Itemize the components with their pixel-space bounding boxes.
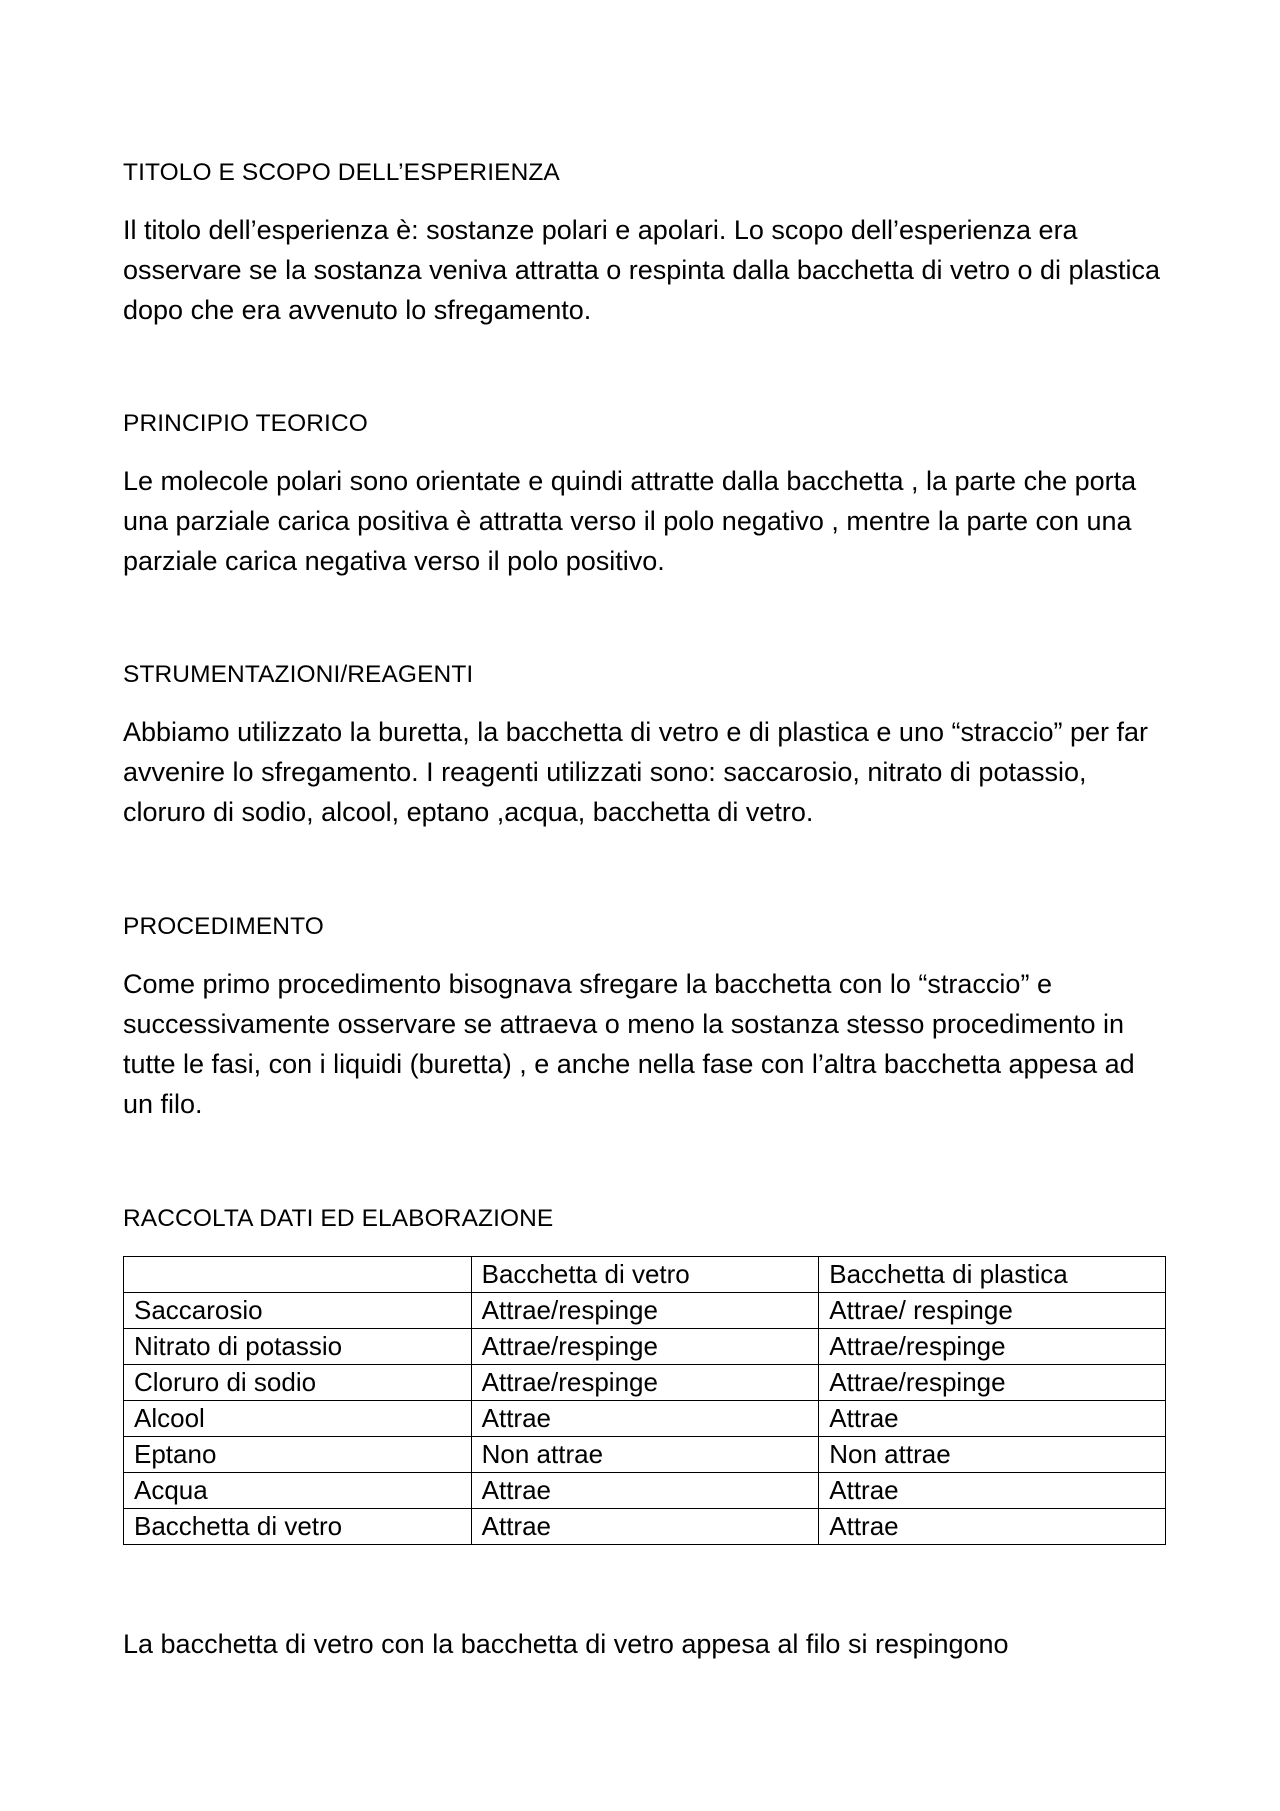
table-cell: Nitrato di potassio [124, 1329, 472, 1365]
conclusion-text: La bacchetta di vetro con la bacchetta di vetro appesa al filo si respingono [123, 1629, 1009, 1659]
table-cell: Attrae [471, 1473, 819, 1509]
section-text-principio: Le molecole polari sono orientate e quindi attratte dalla bacchetta , la parte che porta una parziale carica positiva è attratta verso il polo negativo , mentre la parte con una parziale carica negativa verso il polo positivo. [123, 466, 1137, 576]
table-cell: Non attrae [819, 1437, 1166, 1473]
table-cell: Attrae/respinge [471, 1365, 819, 1401]
table-cell: Acqua [124, 1473, 472, 1509]
table-cell: Attrae [819, 1473, 1166, 1509]
table-cell: Alcool [124, 1401, 472, 1437]
section-heading-raccolta-dati: RACCOLTA DATI ED ELABORAZIONE [123, 1205, 554, 1232]
table-cell: Attrae/respinge [471, 1293, 819, 1329]
table-cell: Eptano [124, 1437, 472, 1473]
section-heading-strumentazioni: STRUMENTAZIONI/REAGENTI [123, 661, 474, 688]
table-header-cell [124, 1257, 472, 1293]
table-cell: Attrae [819, 1401, 1166, 1437]
table-cell: Attrae [819, 1509, 1166, 1545]
table-row [124, 1437, 1166, 1473]
table-cell: Attrae [471, 1509, 819, 1545]
table-header-row [124, 1257, 1166, 1293]
table-header-cell: Bacchetta di plastica [819, 1257, 1166, 1293]
section-text-procedimento: Come primo procedimento bisognava sfregare la bacchetta con lo “straccio” e successivamente osservare se attraeva o meno la sostanza stesso procedimento in tutte le fasi, con i liquidi (buretta) , e anche nella fase con l’altra bacchetta appesa ad un filo. [123, 969, 1135, 1119]
table-cell: Bacchetta di vetro [124, 1509, 472, 1545]
section-heading-titolo: TITOLO E SCOPO DELL’ESPERIENZA [123, 159, 560, 186]
table-row [124, 1473, 1166, 1509]
data-table [123, 1256, 1166, 1545]
table-cell: Non attrae [471, 1437, 819, 1473]
table-cell: Attrae/respinge [471, 1329, 819, 1365]
table-row [124, 1365, 1166, 1401]
table-row [124, 1401, 1166, 1437]
table-header-cell: Bacchetta di vetro [471, 1257, 819, 1293]
table-cell: Attrae/respinge [819, 1365, 1166, 1401]
section-heading-principio: PRINCIPIO TEORICO [123, 410, 368, 437]
section-text-strumentazioni: Abbiamo utilizzato la buretta, la bacchetta di vetro e di plastica e uno “straccio” per far avvenire lo sfregamento. I reagenti utilizzati sono: saccarosio, nitrato di potassio, cloruro di sodio, alcool, eptano ,acqua, bacchetta di vetro. [123, 717, 1149, 827]
table-row [124, 1329, 1166, 1365]
section-text-titolo: Il titolo dell’esperienza è: sostanze polari e apolari. Lo scopo dell’esperienza era osservare se la sostanza veniva attratta o respinta dalla bacchetta di vetro o di plastica dopo che era avvenuto lo sfregamento. [123, 215, 1161, 325]
table-cell: Attrae [471, 1401, 819, 1437]
table-row [124, 1293, 1166, 1329]
table-cell: Cloruro di sodio [124, 1365, 472, 1401]
table-cell: Attrae/ respinge [819, 1293, 1166, 1329]
table-cell: Attrae/respinge [819, 1329, 1166, 1365]
table-row [124, 1509, 1166, 1545]
table-cell: Saccarosio [124, 1293, 472, 1329]
section-heading-procedimento: PROCEDIMENTO [123, 913, 324, 940]
